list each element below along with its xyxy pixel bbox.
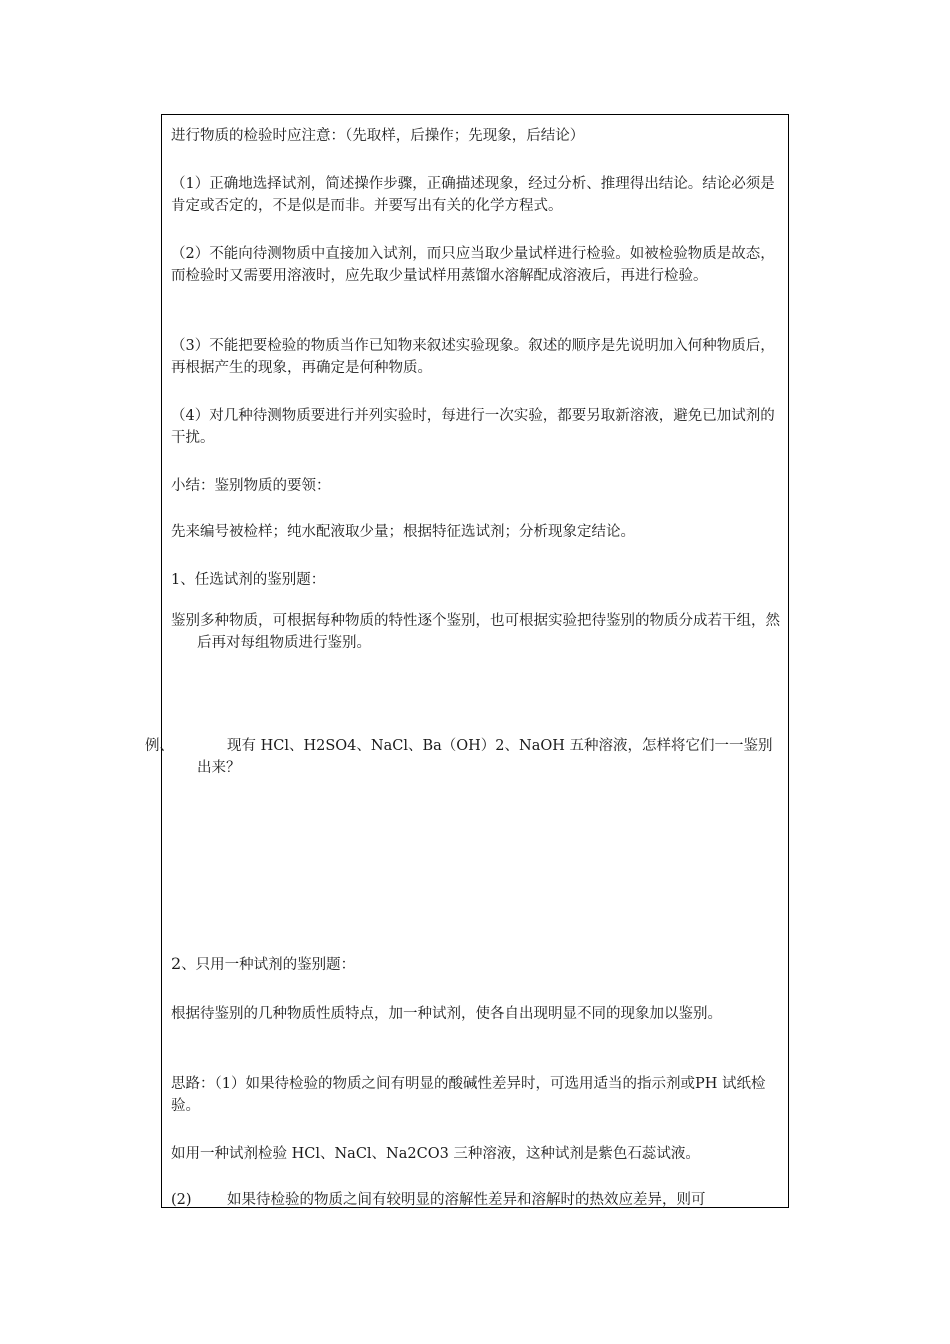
section2-title [171, 953, 783, 976]
section2-number: 2 [171, 954, 182, 973]
point2-paragraph [171, 1189, 783, 1211]
point2-label: (2) [171, 1192, 192, 1208]
intro-line: 进行物质的检验时应注意：（先取样，后操作；先现象，后结论） [171, 128, 585, 144]
section2-title-text: 、只用一种试剂的鉴别题： [181, 957, 356, 973]
example-label: 例、 [145, 738, 174, 754]
example-text: 现有 HCl、H2SO4、NaCl、Ba（OH）2、NaOH 五种溶液，怎样将它们一一鉴别出来？ [197, 738, 773, 776]
summary-title: 小结：鉴别物质的要领： [171, 478, 331, 494]
section1-text: 鉴别多种物质，可根据每种物质的特性逐个鉴别，也可根据实验把待鉴别的物质分成若干组，然后再对每组物质进行鉴别。 [171, 613, 780, 651]
note-point-4: （4）对几种待测物质要进行并列实验时，每进行一次实验，都要另取新溶液，避免已加试剂的干扰。 [171, 408, 775, 446]
idea-text: 思路：（1）如果待检验的物质之间有明显的酸碱性差异时，可选用适当的指示剂或PH 试纸检验。 [171, 1076, 766, 1114]
section2-text: 根据待鉴别的几种物质性质特点，加一种试剂，使各自出现明显不同的现象加以鉴别。 [171, 1006, 722, 1022]
note-point-1: （1）正确地选择试剂，简述操作步骤，正确描述现象，经过分析、推理得出结论。结论必须是肯定或否定的，不是似是而非。并要写出有关的化学方程式。 [171, 176, 775, 214]
document-frame [145, 114, 789, 1208]
point2-text: 如果待检验的物质之间有较明显的溶解性差异和溶解时的热效应差异，则可 [227, 1192, 706, 1208]
summary-text: 先来编号被检样；纯水配液取少量；根据特征选试剂；分析现象定结论。 [171, 524, 635, 540]
note-point-2: （2）不能向待测物质中直接加入试剂，而只应当取少量试样进行检验。如被检验物质是故态，而检验时又需要用溶液时，应先取少量试样用蒸馏水溶解配成溶液后，再进行检验。 [171, 246, 775, 284]
section1-title: 1、任选试剂的鉴别题： [171, 572, 326, 588]
idea-example: 如用一种试剂检验 HCl、NaCl、Na2CO3 三种溶液，这种试剂是紫色石蕊试液。 [171, 1146, 700, 1162]
example-paragraph [145, 735, 783, 779]
note-point-3: （3）不能把要检验的物质当作已知物来叙述实验现象。叙述的顺序是先说明加入何种物质后，再根据产生的现象，再确定是何种物质。 [171, 338, 775, 376]
